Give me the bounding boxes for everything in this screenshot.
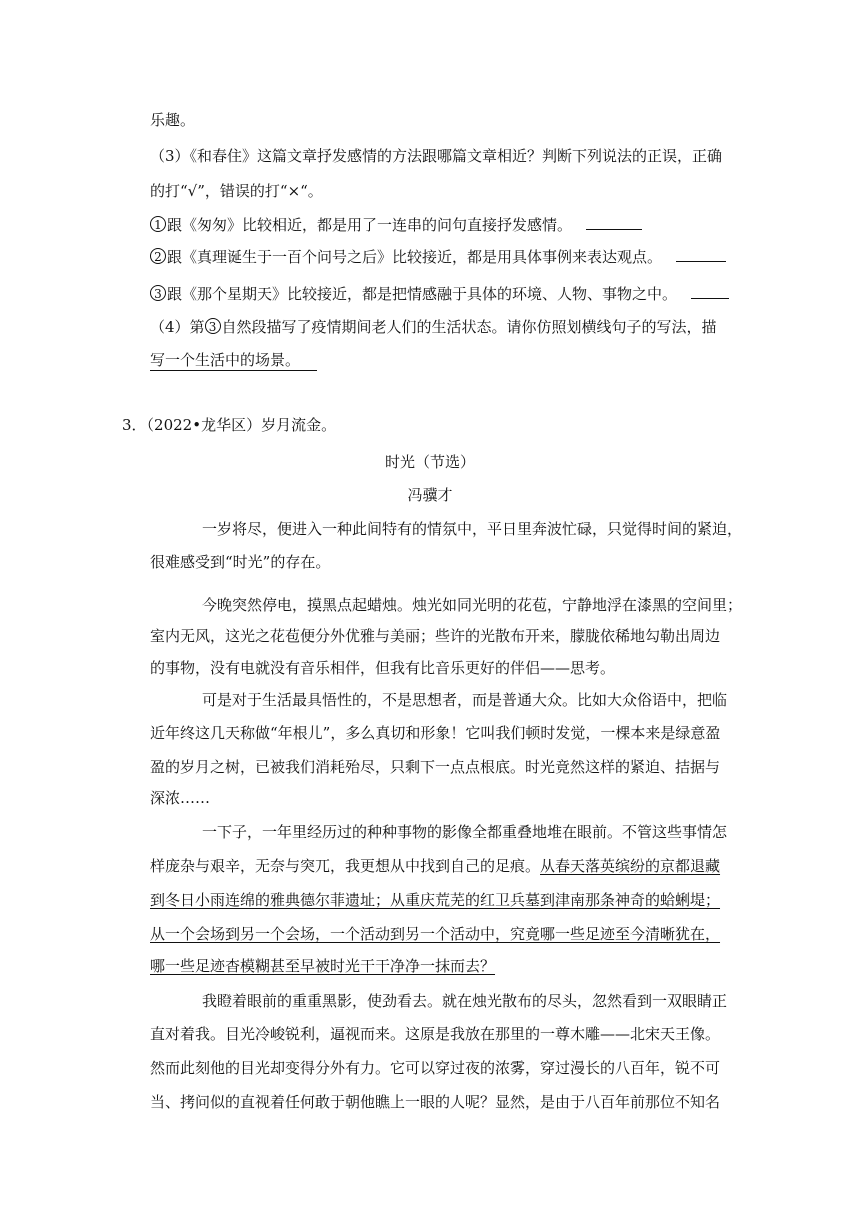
passage-author: 冯骥才 [407, 486, 453, 504]
answer-blank-3[interactable] [691, 284, 729, 299]
circled-number-2: 2 [150, 248, 166, 264]
passage-line: 室内无风，这光之花苞便分外优雅与美丽；些许的光散布开来，朦胧依稀地勾勒出周边 [150, 627, 721, 645]
passage-line: 的事物，没有电就没有音乐相伴，但我有比音乐更好的伴侣——思考。 [150, 659, 616, 677]
sub-3-line-2: 的打“√”，错误的打“×“。 [150, 182, 323, 200]
sub-4-prompt: 自然段描写了疫情期间老人们的生活状态。请你仿照划横线句子的写法，描 [221, 318, 717, 336]
passage-line [150, 890, 720, 910]
sub-4-line-1 [150, 317, 717, 337]
passage-line: 今晚突然停电，摸黑点起蜡烛。烛光如同光明的花苞，宁静地浮在漆黑的空间里； [202, 596, 743, 614]
passage-title: 时光（节选） [384, 453, 475, 471]
passage-line: 然而此刻他的目光却变得分外有力。它可以穿过夜的浓雾，穿过漫长的八百年，锐不可 [150, 1059, 721, 1077]
passage-line [150, 856, 720, 876]
circled-number-1: 1 [150, 216, 166, 232]
passage-line: 深浓…… [150, 789, 211, 807]
previous-answer-tail: 乐趣。 [150, 111, 196, 129]
underlined-sentence: 哪一些足迹杳模糊甚至早被时光干干净净一抹而去？ [150, 957, 496, 975]
passage-line: 可是对于生活最具悟性的，不是思想者，而是普通大众。比如大众俗语中，把临 [202, 691, 728, 709]
underlined-sentence: 从一个会场到另一个会场，一个活动到另一个活动中，究竟哪一些足迹至今清晰犹在， [150, 925, 721, 943]
judgement-item-3 [150, 284, 729, 304]
answer-blank-1[interactable] [586, 215, 642, 230]
passage-line: 我瞪着眼前的重重黑影，使劲看去。就在烛光散布的尽头，忽然看到一双眼睛正 [202, 992, 728, 1010]
passage-line: 很难感受到“时光”的存在。 [150, 553, 331, 571]
passage-line: 直对着我。目光冷峻锐利，逼视而来。这原是我放在那里的一尊木雕——北宋天王像。 [150, 1025, 721, 1043]
judgement-item-1-text: 跟《匆匆》比较相近，都是用了一连串的问句直接抒发感情。 [167, 216, 573, 234]
passage-line: 当、拷问似的直视着任何敢于朝他瞧上一眼的人呢？显然，是由于八百年前那位不知名 [150, 1093, 721, 1111]
passage-line [150, 924, 720, 944]
passage-line: 近年终这几天称做“年根儿”，多么真切和形象！它叫我们顿时发觉，一棵本来是绿意盈 [150, 724, 721, 742]
circled-number-3: 3 [205, 318, 221, 334]
judgement-item-1 [150, 215, 642, 235]
sub-4-line-2: 写一个生活中的场景。 [150, 351, 301, 369]
judgement-item-2-text: 跟《真理诞生于一百个问号之后》比较接近，都是用具体事例来表达观点。 [167, 248, 663, 266]
sub-3-line-1: （3）《和春住》这篇文章抒发感情的方法跟哪篇文章相近？判断下列说法的正误，正确 [150, 147, 723, 165]
passage-line: 一岁将尽，便进入一种此间特有的情氛中，平日里奔波忙碌，只觉得时间的紧迫， [202, 520, 743, 538]
judgement-item-3-text: 跟《那个星期天》比较接近，都是把情感融于具体的环境、人物、事物之中。 [167, 285, 678, 303]
question-3-header: 3．（2022•龙华区）岁月流金。 [122, 416, 337, 434]
judgement-item-2 [150, 247, 726, 267]
underlined-sentence: 从春天落英缤纷的京都退藏 [540, 857, 721, 875]
passage-text: 样庞杂与艰辛，无奈与突兀，我更想从中找到自己的足痕。 [150, 857, 541, 875]
circled-number-3: 3 [150, 285, 166, 301]
passage-line [150, 956, 495, 976]
answer-blank-2[interactable] [676, 247, 726, 262]
passage-line: 盈的岁月之树，已被我们消耗殆尽，只剩下一点点根底。时光竟然这样的紧迫、拮据与 [150, 758, 721, 776]
answer-line[interactable] [150, 370, 317, 371]
underlined-sentence: 到冬日小雨连绵的雅典德尔菲遗址；从重庆荒芜的红卫兵墓到津南那条神奇的蛤蜊堤； [150, 891, 721, 909]
sub-4-prefix: （4）第 [150, 318, 205, 336]
passage-line: 一下子，一年里经历过的种种事物的影像全都重叠地堆在眼前。不管这些事情怎 [202, 823, 728, 841]
